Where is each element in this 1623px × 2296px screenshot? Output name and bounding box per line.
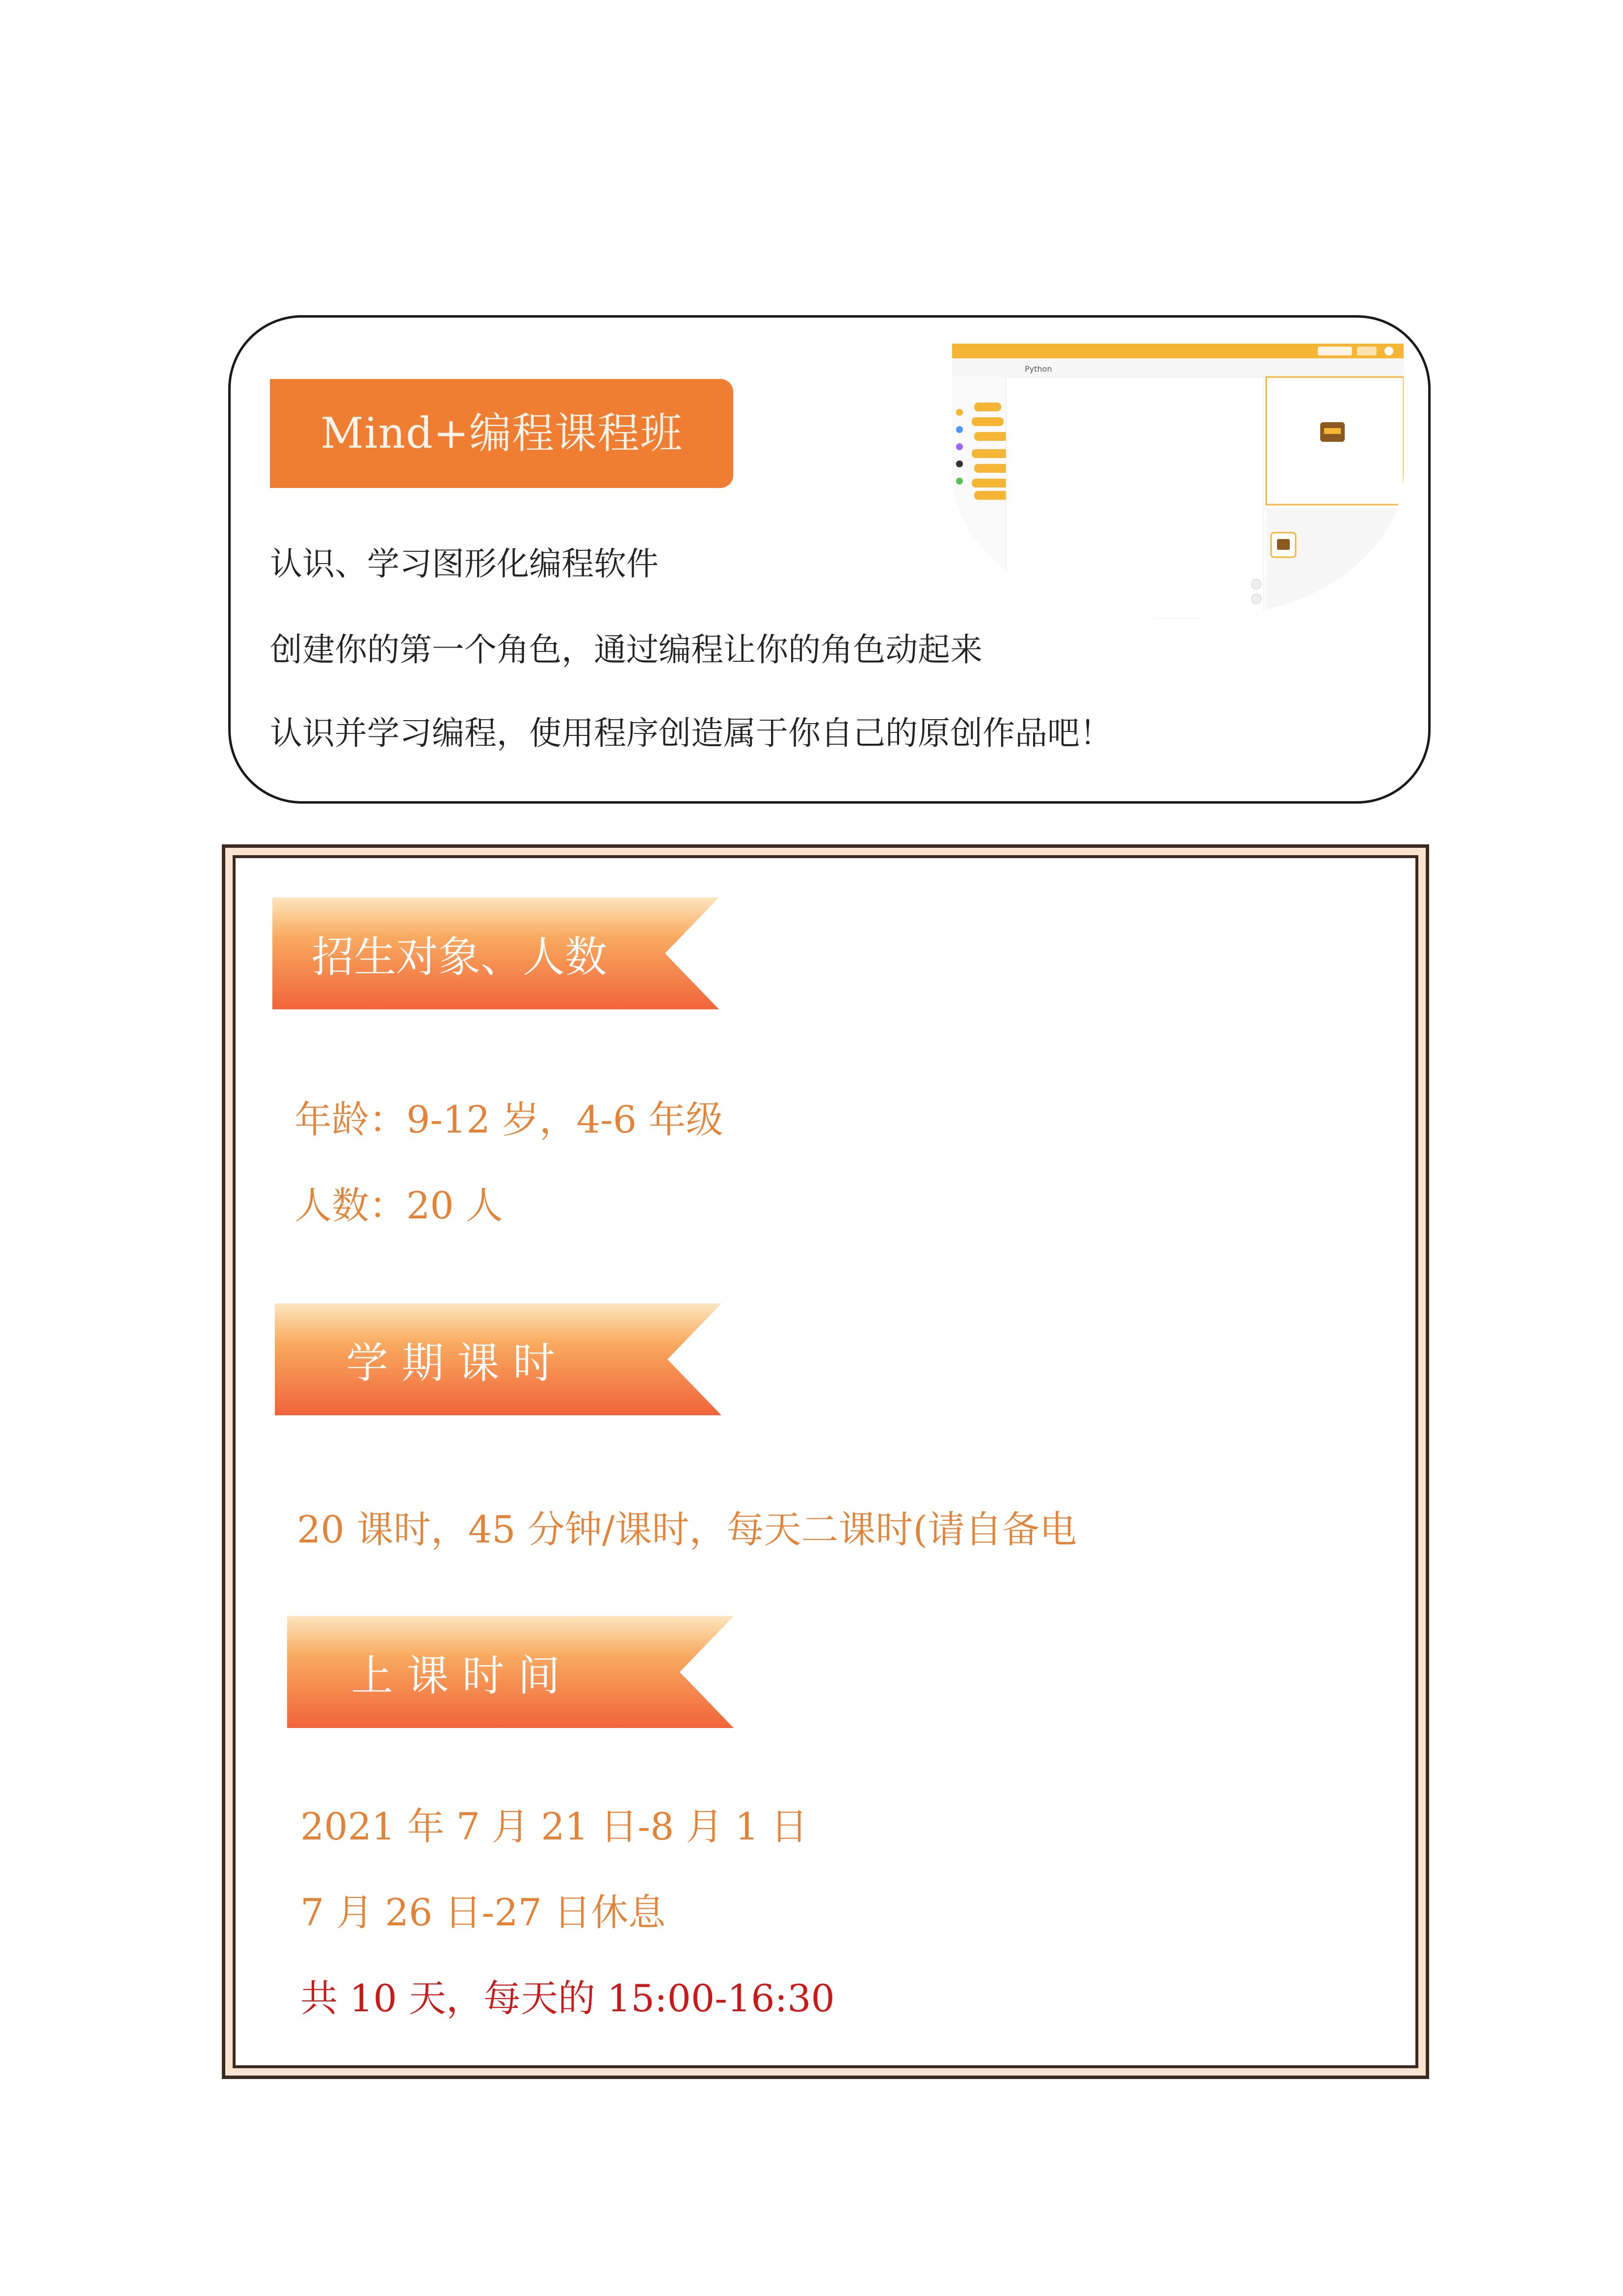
ribbon-hours-label: 学 期 课 时	[346, 1339, 556, 1388]
course-line-1: 认识、学习图形化编程软件	[270, 545, 659, 583]
dates-text: 2021 年 7 月 21 日-8 月 1 日	[300, 1805, 808, 1848]
break-text: 7 月 26 日-27 日休息	[300, 1891, 666, 1934]
editor-mockup	[952, 344, 1404, 619]
software-screenshot	[952, 344, 1404, 619]
age-text: 年龄：9-12 岁，4-6 年级	[294, 1098, 723, 1141]
ribbon-enrollment-label: 招生对象、人数	[312, 933, 607, 982]
ribbon-schedule	[287, 1616, 734, 1728]
python-tab: Python	[1025, 364, 1052, 374]
course-line-2: 创建你的第一个角色，通过编程让你的角色动起来	[270, 631, 983, 669]
ribbon-hours	[275, 1303, 721, 1415]
ribbon-enrollment	[272, 897, 719, 1009]
course-line-3: 认识并学习编程，使用程序创造属于你自己的原创作品吧！	[270, 714, 1112, 752]
course-title: Mind+编程课程班	[270, 379, 733, 488]
ribbon-schedule-label: 上 课 时 间	[351, 1651, 560, 1701]
count-text: 人数：20 人	[294, 1184, 503, 1227]
hours-text: 20 课时，45 分钟/课时，每天二课时(请自备电	[297, 1508, 1077, 1551]
summary-text: 共 10 天，每天的 15:00-16:30	[300, 1976, 835, 2020]
